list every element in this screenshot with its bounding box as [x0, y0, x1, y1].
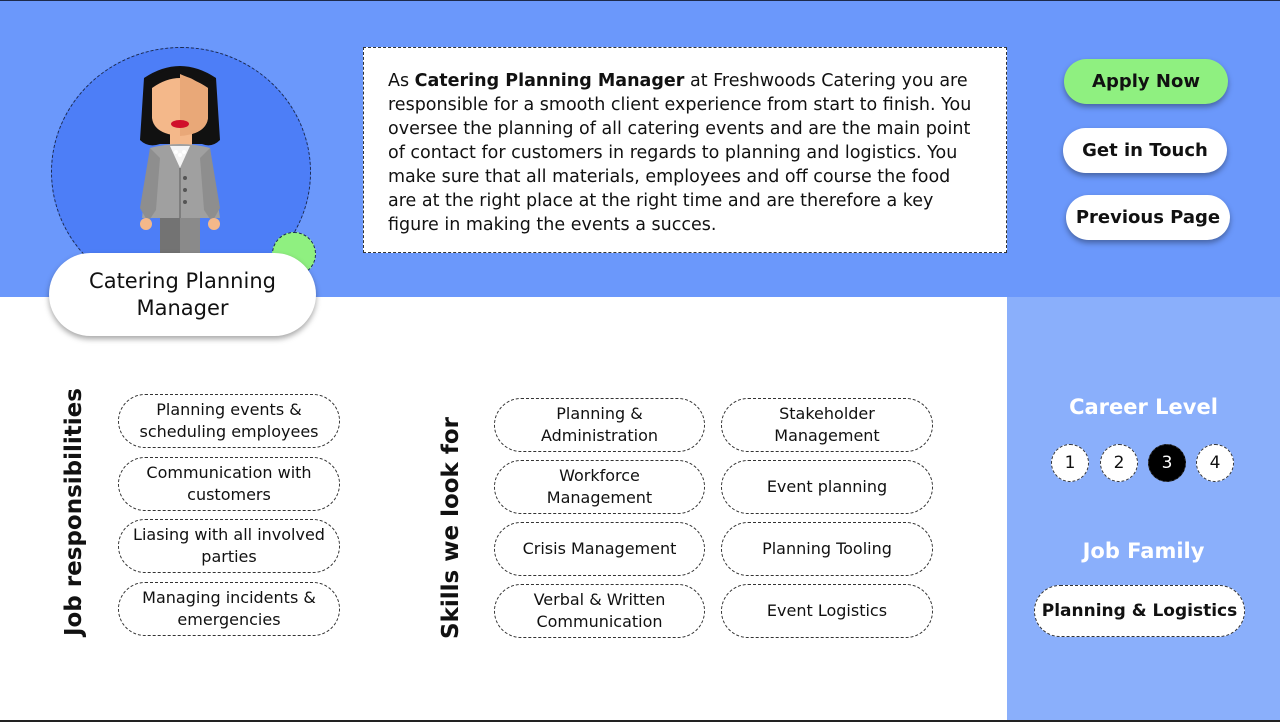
skill-item: Verbal & Written Communication: [494, 584, 705, 638]
skill-item: Event Logistics: [721, 584, 933, 638]
responsibility-item: Communication with customers: [118, 457, 340, 511]
career-level-heading: Career Level: [1069, 395, 1218, 419]
responsibility-item: Liasing with all involved parties: [118, 519, 340, 573]
job-title: Catering Planning Manager: [49, 253, 316, 336]
responsibility-item: Planning events & scheduling employees: [118, 394, 340, 448]
description-text: at Freshwoods Catering you are responsible for a smooth client experience from start to finish. You oversee the planning of all catering events and are the main point of contact for customers in regards to planning and logistics. You make sure that all materials, employees and off course the food are at the right place at the right time and are therefore a key figure in making the events a succes.: [388, 71, 972, 235]
skill-item: Workforce Management: [494, 460, 705, 514]
description-role: Catering Planning Manager: [414, 71, 685, 91]
job-family-heading: Job Family: [1082, 539, 1205, 563]
skill-item: Crisis Management: [494, 522, 705, 576]
get-in-touch-button[interactable]: Get in Touch: [1063, 128, 1227, 173]
skill-item: Planning Tooling: [721, 522, 933, 576]
responsibility-item: Managing incidents & emergencies: [118, 582, 340, 636]
responsibilities-heading: Job responsibilities: [61, 388, 87, 636]
previous-page-button[interactable]: Previous Page: [1066, 195, 1230, 240]
job-family-badge: Planning & Logistics: [1034, 585, 1245, 637]
job-description: [363, 47, 1007, 253]
skills-heading: Skills we look for: [438, 416, 464, 639]
career-level-3[interactable]: 3: [1148, 444, 1186, 482]
skill-item: Planning & Administration: [494, 398, 705, 452]
skill-item: Event planning: [721, 460, 933, 514]
career-level-2[interactable]: 2: [1100, 444, 1138, 482]
side-panel: [1007, 297, 1280, 722]
description-prefix: As: [388, 71, 415, 91]
skill-item: Stakeholder Management: [721, 398, 933, 452]
apply-now-button[interactable]: Apply Now: [1064, 59, 1228, 104]
career-level-4[interactable]: 4: [1196, 444, 1234, 482]
career-level-1[interactable]: 1: [1051, 444, 1089, 482]
